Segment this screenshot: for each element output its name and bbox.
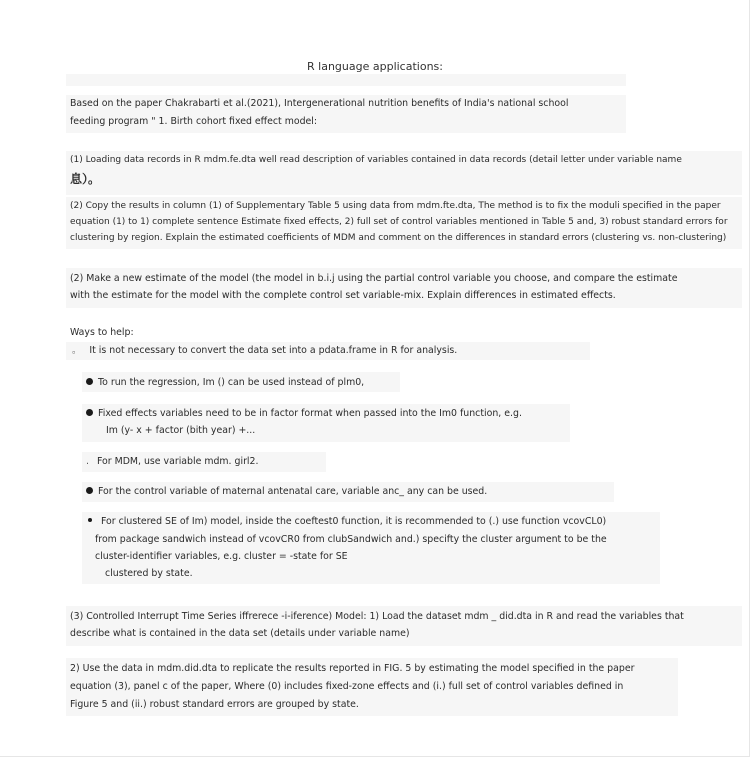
question-4-line: 2) Use the data in mdm.did.dta to replicate the results reported in FIG. 5 by estimating the model specified in the paper xyxy=(70,663,635,674)
intro-line: feeding program " 1. Birth cohort fixed effect model: xyxy=(70,116,318,127)
bullet-dot-icon xyxy=(86,378,93,385)
help-bullet xyxy=(86,454,258,471)
help-bullet-code: Im (y- x + factor (bith year) +... xyxy=(106,425,256,436)
document-title: R language applications: xyxy=(307,60,443,73)
help-bullet xyxy=(86,375,364,392)
help-bullet-text: For clustered SE of Im) model, inside the coeftest0 function, it is recommended to (.) use function vcovCL0) xyxy=(101,516,607,527)
question-2b-line: (2) Make a new estimate of the model (the model in b.i.j using the partial control variable you choose, and compare the estimate xyxy=(70,273,678,284)
help-bullet-line: cluster-identifier variables, e.g. cluster = -state for SE xyxy=(95,551,348,562)
scan-band xyxy=(66,74,626,86)
help-bullet-text: For MDM, use variable mdm. girl2. xyxy=(96,456,259,467)
bullet-dot-icon xyxy=(86,409,93,416)
help-bullet-text: For the control variable of maternal antenatal care, variable anc_ any can be used. xyxy=(98,486,488,497)
help-bullet xyxy=(86,406,522,423)
bullet-mark: . xyxy=(86,456,89,467)
question-4-line: equation (3), panel c of the paper, Where (0) includes fixed-zone effects and (i.) full set of control variables defined in xyxy=(70,681,624,692)
help-bullet xyxy=(86,484,487,501)
question-3-line: (3) Controlled Interrupt Time Series iffrerece -i-iference) Model: 1) Load the dataset mdm _ did.dta in R and read the variables that xyxy=(70,611,684,622)
help-heading: Ways to help: xyxy=(70,327,134,338)
question-4-line: Figure 5 and (ii.) robust standard errors are grouped by state. xyxy=(70,699,359,710)
help-bullet-text: Fixed effects variables need to be in factor format when passed into the Im0 function, e.g. xyxy=(98,408,522,419)
question-1-line: (1) Loading data records in R mdm.fe.dta well read description of variables contained in data records (detail letter under variable name xyxy=(70,155,682,165)
question-3-line: describe what is contained in the data set (details under variable name) xyxy=(70,628,410,639)
help-note xyxy=(72,343,457,360)
note-mark: 。 xyxy=(72,345,82,356)
question-2a-line: equation (1) to 1) complete sentence Estimate fixed effects, 2) full set of control variables mentioned in Table 5 and, 3) robust standard errors for xyxy=(70,217,728,227)
question-2a-line: clustering by region. Explain the estimated coefficients of MDM and comment on the differences in standard errors (clustering vs. non-clustering) xyxy=(70,233,727,243)
bullet-dot-icon xyxy=(88,518,92,522)
help-bullet-text: To run the regression, Im () can be used instead of plm0, xyxy=(98,377,365,388)
question-1-line: 息）。 xyxy=(70,172,101,186)
intro-line: Based on the paper Chakrabarti et al.(2021), Intergenerational nutrition benefits of India's national school xyxy=(70,98,569,109)
help-bullet-line: from package sandwich instead of vcovCR0 from clubSandwich and.) specifty the cluster argument to be the xyxy=(95,534,607,545)
bullet-dot-icon xyxy=(86,487,93,494)
question-2b-line: with the estimate for the model with the complete control set variable-mix. Explain differences in estimated effects. xyxy=(70,290,616,301)
help-note-text: It is not necessary to convert the data set into a pdata.frame in R for analysis. xyxy=(89,345,458,356)
help-bullet xyxy=(88,514,606,531)
help-bullet-line: clustered by state. xyxy=(105,568,193,579)
question-2a-line: (2) Copy the results in column (1) of Supplementary Table 5 using data from mdm.fte.dta, The method is to fix the moduli specified in the paper xyxy=(70,201,721,211)
